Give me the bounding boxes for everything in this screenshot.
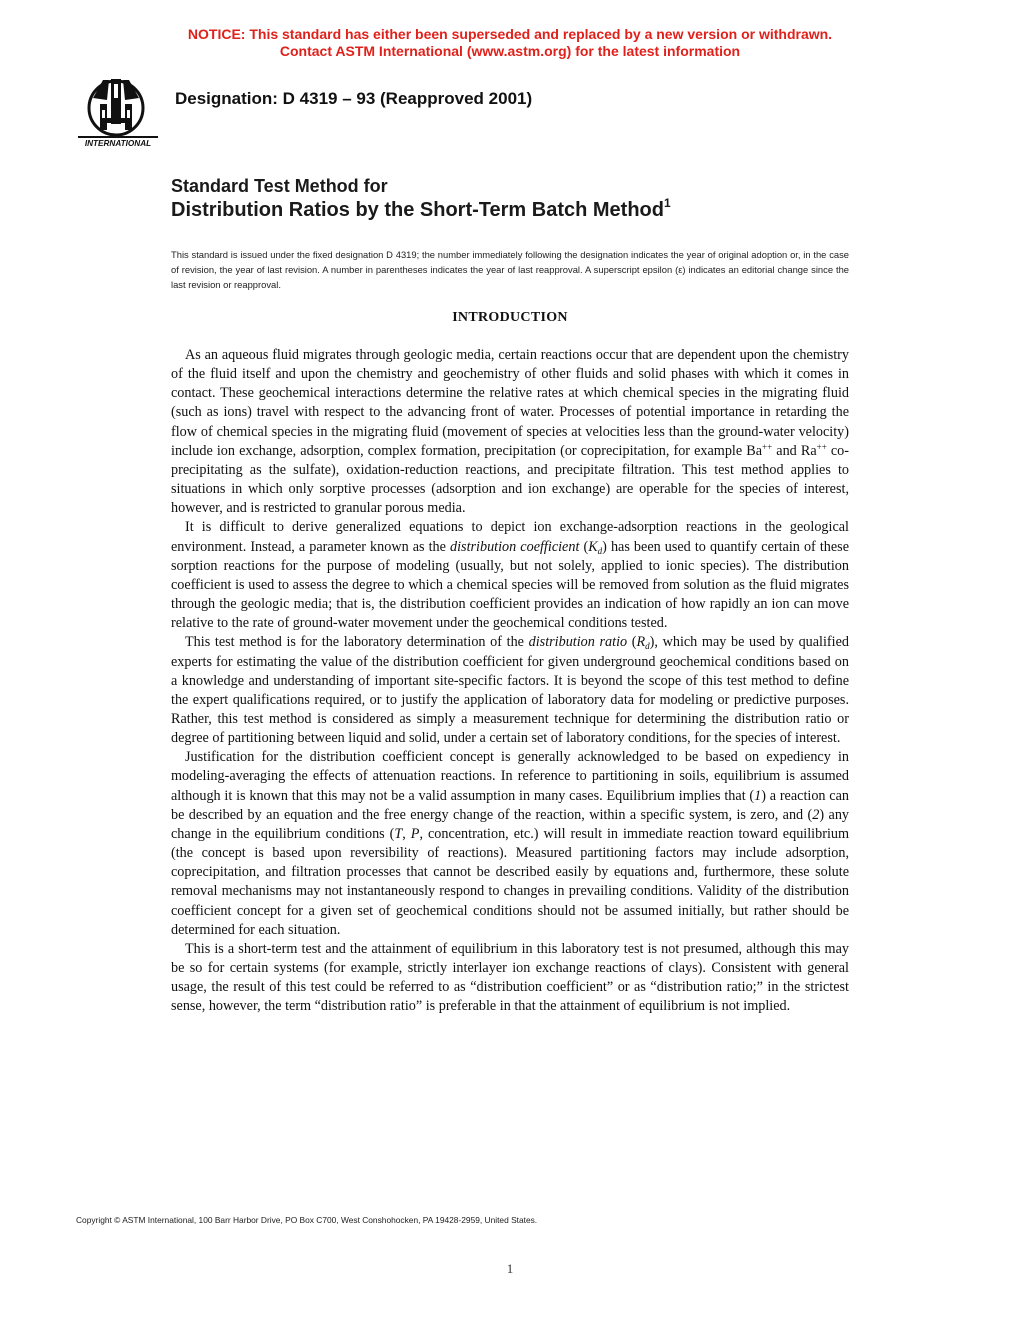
intro-paragraph-1: As an aqueous fluid migrates through geologic media, certain reactions occur that are dependent upon the chemistry of the fluid itself and upon the chemistry and geochemistry of other fluids and solid phases with which it comes in contact. These geochemical interactions determine the relative rates at which chemical species in the migrating fluid (such as ions) travel with respect to the advancing front of water. Processes of potential importance in retarding the flow of chemical species in the migrating fluid (movement of species at velocities less than the ground-water velocity) include ion exchange, adsorption, complex formation, precipitation (or coprecipitation, for example Ba++ and Ra++ co-precipitating as the sulfate), oxidation-reduction reactions, and precipitate filtration. This test method applies to situations in which only sorptive processes (adsorption and ion exchange) are operable for the species of interest, however, and is restricted to granular porous media.	[171, 347, 849, 517]
notice-line-1: NOTICE: This standard has either been superseded and replaced by a new version or withdrawn.	[187, 26, 833, 42]
title-footnote-mark: 1	[663, 196, 671, 210]
page-number: 1	[506, 1261, 514, 1276]
intro-paragraph-3: This test method is for the laboratory determination of the distribution ratio $(R_d)$, which may be used by qualified experts for estimating the value of the distribution coefficient for given underground geochemical conditions based on a knowledge and understanding of important site-specific factors. It is beyond the scope of this test method to define the expert qualifications required, or to justify the application of laboratory data for modeling or predictive purposes. Rather, this test method is considered as simply a measurement technique for determining the distribution ratio or degree of partitioning between liquid and solid, under a certain set of laboratory conditions, for the species of interest.	[171, 634, 849, 747]
astm-international-logo-icon	[76, 74, 160, 148]
document-title	[171, 175, 671, 223]
title-line-1: Standard Test Method for	[171, 176, 388, 196]
notice-line-2: Contact ASTM International (www.astm.org) for the latest information	[279, 43, 741, 59]
title-line-2	[171, 197, 671, 223]
introduction-heading: INTRODUCTION	[452, 310, 568, 325]
intro-paragraph-5: This is a short-term test and the attainment of equilibrium in this laboratory test is not presumed, although this may be so for certain systems (for example, strictly interlayer ion exchange reactions of clays). Consistent with general usage, the result of this test could be referred to as “distribution coefficient” or as “distribution ratio;” in the strictest sense, however, the term “distribution ratio” is preferable in that the attainment of equilibrium is not implied.	[171, 940, 849, 1015]
intro-paragraph-2: It is difficult to derive generalized equations to depict ion exchange-adsorption reactions in the geological environment. Instead, a parameter known as the distribution coefficient $(K_d)$ has been used to quantify certain of these sorption reactions for the purpose of modeling (usually, but not solely, applied to ionic species). The distribution coefficient is used to assess the degree to which a chemical species will be removed from solution as the fluid migrates through the geologic media; that is, the distribution coefficient provides an indication of how rapidly an ion can move relative to the rate of ground-water movement under the geochemical conditions tested.	[171, 519, 849, 632]
withdrawal-notice	[0, 26, 1020, 60]
intro-paragraph-4: Justification for the distribution coefficient concept is generally acknowledged to be based on expediency in modeling-averaging the effects of attenuation reactions. In reference to partitioning in soils, equilibrium is assumed although it is known that this may not be a valid assumption in many cases. Equilibrium implies that (1) a reaction can be described by an equation and the free energy change of the reaction, within a specific system, is zero, and (2) any change in the equilibrium conditions (T, P, concentration, etc.) will result in immediate reaction toward equilibrium (the concept is based upon reversibility of reactions). Measured partitioning factors may include adsorption, coprecipitation, and filtration processes that cannot be described easily by equations and, furthermore, these solute removal mechanisms may not instantaneously respond to changes in prevailing conditions. Validity of the distribution coefficient concept for a given set of geochemical conditions should not be assumed initially, but rather should be determined for each situation.	[171, 749, 850, 938]
logo-caption: INTERNATIONAL	[84, 139, 152, 148]
designation: Designation: D 4319 – 93 (Reapproved 2001)	[175, 89, 533, 108]
title-main: Distribution Ratios by the Short-Term Batch Method	[171, 199, 664, 221]
copyright-line: Copyright © ASTM International, 100 Barr Harbor Drive, PO Box C700, West Conshohocken, PA 19428-2959, United States.	[76, 1215, 538, 1225]
issued-note: This standard is issued under the fixed designation D 4319; the number immediately following the designation indicates the year of original adoption or, in the case of revision, the year of last revision. A number in parentheses indicates the year of last reapproval. A superscript epsilon (ε) indicates an editorial change since the last revision or reapproval.	[171, 249, 849, 290]
introduction-body	[171, 346, 849, 1016]
